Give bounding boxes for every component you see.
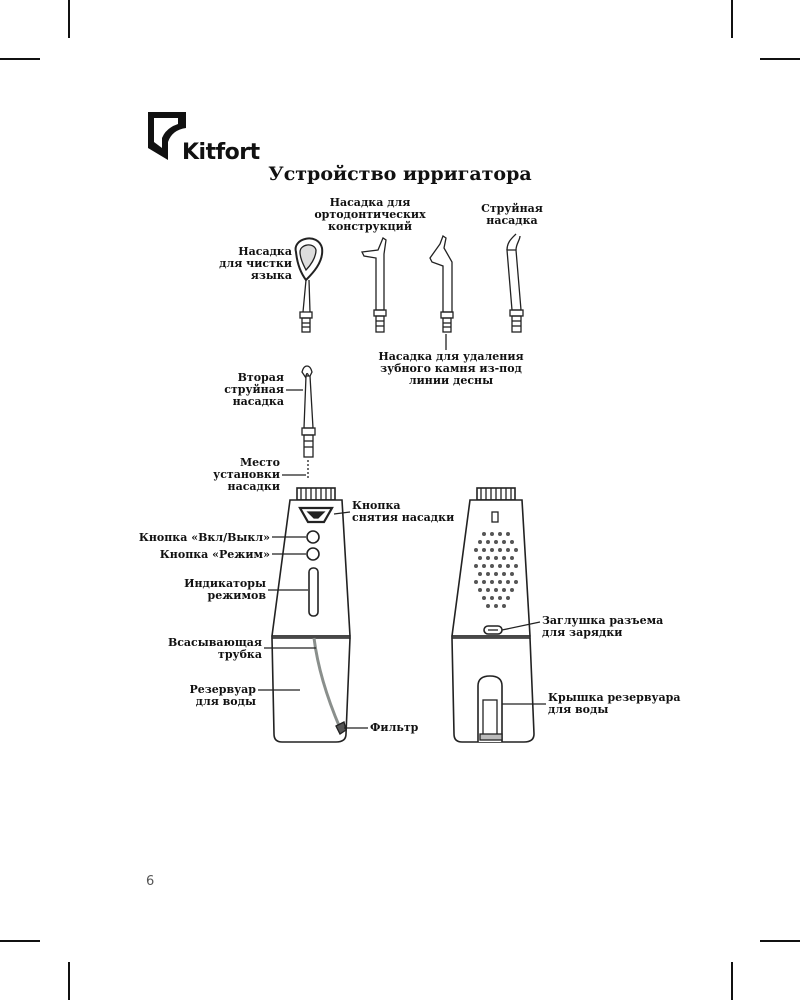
label-mode-indicators: Индикаторы режимов [184, 577, 266, 602]
label-subgingival-nozzle: Насадка для удаления зубного камня из-под линии десны [378, 350, 524, 387]
page-number: 6 [146, 874, 155, 889]
label-charging-plug: Заглушка разъема для зарядки [542, 614, 664, 639]
label-release-button: Кнопка снятия насадки [352, 499, 455, 524]
second-jet-nozzle-illustration [286, 366, 315, 457]
label-tongue-nozzle: Насадка для чистки языка [219, 245, 292, 282]
tongue-nozzle-illustration [296, 238, 323, 332]
label-reservoir: Резервуар для воды [189, 683, 256, 708]
label-nozzle-mount: Место установки насадки [213, 456, 280, 493]
label-reservoir-cap: Крышка резервуара для воды [548, 691, 681, 716]
label-mode-button: Кнопка «Режим» [159, 548, 270, 561]
brand-name: Kitfort [182, 140, 260, 165]
back-body-illustration [452, 488, 546, 742]
ortho-nozzle-illustration [362, 238, 386, 332]
subgingival-nozzle-illustration [430, 236, 453, 332]
label-jet-nozzle: Струйная насадка [481, 202, 543, 227]
front-body-illustration [258, 488, 368, 742]
jet-nozzle-illustration [507, 234, 523, 332]
label-suction-tube: Всасывающая трубка [167, 636, 262, 661]
label-ortho-nozzle: Насадка для ортодонтических конструкций [314, 196, 426, 233]
label-filter: Фильтр [370, 721, 419, 734]
label-power-button: Кнопка «Вкл/Выкл» [138, 531, 270, 544]
page-title: Устройство ирригатора [268, 163, 532, 185]
label-second-jet-nozzle: Вторая струйная насадка [224, 371, 284, 408]
